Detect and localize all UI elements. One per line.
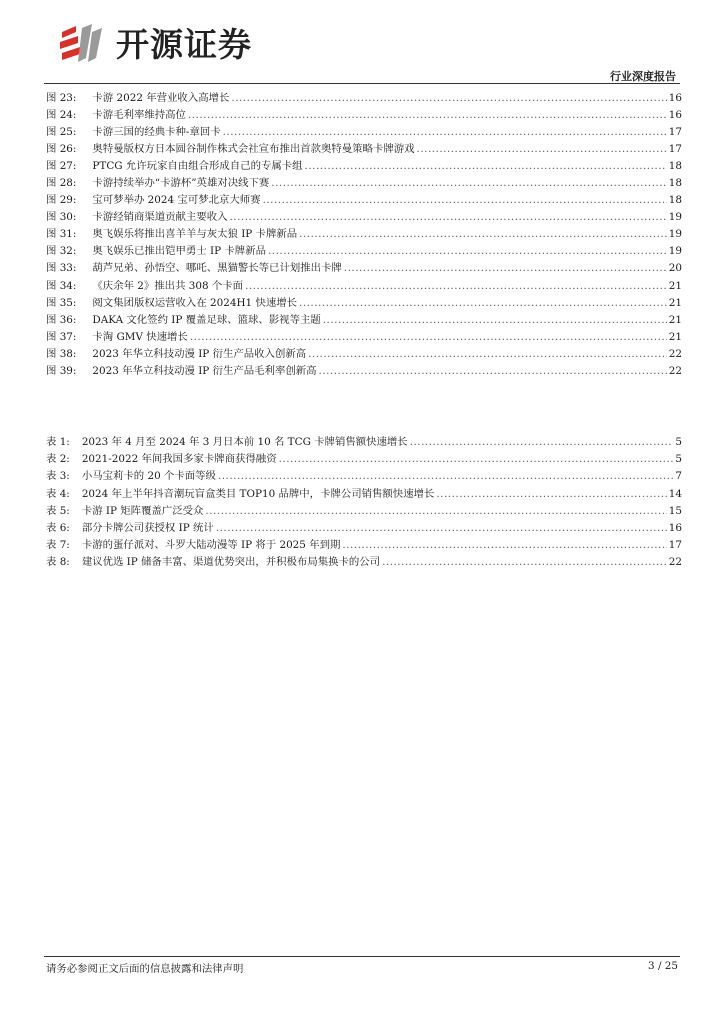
- figure-toc-entry[interactable]: [46, 209, 682, 226]
- toc-entry-label: 图 27:: [46, 160, 77, 173]
- figure-toc-entry[interactable]: [46, 278, 682, 295]
- toc-entry-label: 图 36:: [46, 313, 77, 326]
- figure-toc-entry[interactable]: [46, 243, 682, 260]
- toc-leader-dots: [268, 243, 667, 260]
- toc-leader-dots: [245, 278, 667, 295]
- toc-entry-page: 17: [668, 143, 682, 156]
- toc-entry-page: 15: [668, 504, 682, 517]
- kaiyuan-logo-icon: [52, 18, 114, 66]
- toc-leader-dots: [216, 520, 667, 537]
- toc-leader-dots: [305, 158, 667, 175]
- toc-entry-title: 阅文集团版权运营收入在 2024H1 快速增长: [92, 296, 298, 309]
- toc-entry-title: 卡游持续举办“卡游杯”英雄对决线下赛: [92, 177, 270, 190]
- toc-entry-label: 表 8:: [46, 556, 70, 569]
- toc-leader-dots: [218, 468, 673, 485]
- toc-leader-dots: [436, 486, 666, 503]
- toc-leader-dots: [344, 260, 667, 277]
- toc-entry-title: DAKA 文化签约 IP 覆盖足球、篮球、影视等主题: [92, 313, 321, 326]
- toc-entry-title: 2024 年上半年抖音潮玩盲盒类目 TOP10 品牌中，卡牌公司销售额快速增长: [81, 487, 435, 500]
- toc-entry-title: PTCG 允许玩家自由组合形成自己的专属卡组: [92, 160, 303, 173]
- table-toc-entry[interactable]: [46, 554, 682, 571]
- toc-entry-label: 表 4:: [46, 487, 70, 500]
- figure-toc-entry[interactable]: [46, 260, 682, 277]
- figure-toc-entry[interactable]: [46, 158, 682, 175]
- report-type: 行业深度报告: [610, 70, 676, 83]
- toc-entry-label: 表 6:: [46, 521, 70, 534]
- figure-list: [46, 90, 682, 380]
- toc-entry-title: 卡游三国的经典卡种-章回卡: [92, 126, 221, 139]
- toc-leader-dots: [271, 175, 666, 192]
- figure-toc-entry[interactable]: [46, 312, 682, 329]
- figure-toc-entry[interactable]: [46, 175, 682, 192]
- toc-entry-label: 表 2:: [46, 453, 70, 466]
- figure-toc-entry[interactable]: [46, 346, 682, 363]
- toc-entry-title: 2021-2022 年间我国多家卡牌商获得融资: [81, 453, 277, 466]
- toc-entry-title: 卡游毛利率维持高位: [92, 109, 186, 122]
- brand-name: 开源证券: [116, 24, 252, 64]
- toc-entry-page: 20: [668, 262, 682, 275]
- toc-entry-label: 图 31:: [46, 228, 77, 241]
- figure-toc-entry[interactable]: [46, 363, 682, 380]
- toc-entry-title: 奥飞娱乐将推出喜羊羊与灰太狼 IP 卡牌新品: [92, 228, 298, 241]
- toc-entry-page: 21: [668, 313, 682, 326]
- company-logo: [52, 18, 252, 66]
- toc-entry-page: 18: [668, 160, 682, 173]
- table-list: [46, 434, 682, 572]
- toc-leader-dots: [299, 226, 667, 243]
- toc-entry-page: 5: [675, 436, 682, 448]
- toc-entry-page: 18: [668, 177, 682, 190]
- toc-leader-dots: [308, 346, 667, 363]
- figure-toc-entry[interactable]: [46, 295, 682, 312]
- toc-entry-title: 卡游的蛋仔派对、斗罗大陆动漫等 IP 将于 2025 年到期: [81, 539, 341, 552]
- table-toc-entry[interactable]: [46, 537, 682, 554]
- toc-entry-page: 18: [668, 194, 682, 207]
- toc-entry-page: 7: [675, 470, 682, 483]
- toc-entry-title: 卡游 IP 矩阵覆盖广泛受众: [81, 504, 204, 517]
- toc-entry-label: 图 25:: [46, 126, 77, 139]
- toc-entry-page: 5: [675, 453, 682, 466]
- toc-entry-page: 22: [668, 364, 682, 377]
- toc-entry-title: 《庆余年 2》推出共 308 个卡面: [92, 279, 244, 292]
- toc-entry-page: 16: [668, 92, 682, 104]
- toc-leader-dots: [382, 554, 667, 571]
- toc-leader-dots: [417, 141, 667, 158]
- toc-entry-label: 图 30:: [46, 211, 77, 224]
- toc-entry-title: 奥特曼版权方日本圆谷制作株式会社宣布推出首款奥特曼策略卡牌游戏: [92, 143, 415, 156]
- toc-entry-label: 图 26:: [46, 143, 77, 156]
- header-divider: [44, 83, 680, 84]
- table-toc-entry[interactable]: [46, 503, 682, 520]
- toc-leader-dots: [323, 312, 667, 329]
- toc-entry-page: 19: [668, 245, 682, 258]
- table-toc-entry[interactable]: [46, 451, 682, 468]
- toc-entry-title: 建议优选 IP 储备丰富、渠道优势突出，并积极布局集换卡的公司: [81, 556, 381, 569]
- toc-entry-label: 图 29:: [46, 194, 77, 207]
- figure-toc-entry[interactable]: [46, 329, 682, 346]
- toc-entry-page: 14: [668, 487, 682, 500]
- figure-toc-entry[interactable]: [46, 192, 682, 209]
- toc-entry-title: 小马宝莉卡的 20 个卡面等级: [81, 470, 216, 483]
- toc-entry-title: 卡游 2022 年营业收入高增长: [92, 92, 230, 104]
- toc-leader-dots: [188, 107, 667, 124]
- toc-leader-dots: [223, 124, 667, 141]
- toc-entry-label: 图 34:: [46, 279, 77, 292]
- toc-entry-title: 2023 年华立科技动漫 IP 衍生产品毛利率创新高: [92, 364, 317, 377]
- toc-entry-page: 21: [668, 296, 682, 309]
- toc-entry-title: 葫芦兄弟、孙悟空、哪吒、黑猫警长等已计划推出卡牌: [92, 262, 342, 275]
- page-number: 3 / 25: [648, 960, 678, 972]
- toc-entry-title: 宝可梦举办 2024 宝可梦北京大师赛: [92, 194, 261, 207]
- toc-leader-dots: [205, 503, 666, 520]
- toc-entry-label: 表 3:: [46, 470, 70, 483]
- toc-entry-title: 2023 年华立科技动漫 IP 衍生产品收入创新高: [92, 347, 307, 360]
- figure-toc-entry[interactable]: [46, 124, 682, 141]
- toc-entry-title: 卡淘 GMV 快速增长: [92, 330, 188, 343]
- toc-entry-page: 19: [668, 211, 682, 224]
- toc-entry-title: 奥飞娱乐已推出铠甲勇士 IP 卡牌新品: [92, 245, 266, 258]
- toc-leader-dots: [319, 363, 667, 380]
- toc-leader-dots: [231, 90, 666, 107]
- toc-entry-label: 图 32:: [46, 245, 77, 258]
- table-toc-entry[interactable]: [46, 520, 682, 537]
- figure-toc-entry[interactable]: [46, 141, 682, 158]
- toc-leader-dots: [410, 434, 674, 451]
- toc-leader-dots: [190, 329, 667, 346]
- toc-leader-dots: [263, 192, 667, 209]
- figure-toc-entry[interactable]: [46, 107, 682, 124]
- toc-entry-label: 表 5:: [46, 504, 70, 517]
- toc-entry-label: 图 37:: [46, 330, 77, 343]
- toc-entry-label: 图 23:: [46, 92, 77, 104]
- table-toc-entry[interactable]: [46, 486, 682, 503]
- footer-divider: [44, 956, 680, 957]
- toc-leader-dots: [230, 209, 667, 226]
- toc-entry-page: 17: [668, 539, 682, 552]
- toc-entry-label: 图 35:: [46, 296, 77, 309]
- toc-leader-dots: [299, 295, 667, 312]
- toc-entry-title: 部分卡牌公司获授权 IP 统计: [81, 521, 214, 534]
- toc-entry-page: 17: [668, 126, 682, 139]
- toc-entry-page: 22: [668, 556, 682, 569]
- toc-entry-page: 21: [668, 279, 682, 292]
- toc-entry-page: 16: [668, 521, 682, 534]
- toc-entry-title: 2023 年 4 月至 2024 年 3 月日本前 10 名 TCG 卡牌销售额快速增长: [81, 436, 408, 448]
- toc-entry-page: 22: [668, 347, 682, 360]
- figure-toc-entry[interactable]: [46, 90, 682, 107]
- toc-entry-page: 19: [668, 228, 682, 241]
- toc-entry-label: 图 24:: [46, 109, 77, 122]
- toc-entry-page: 16: [668, 109, 682, 122]
- toc-entry-label: 图 38:: [46, 347, 77, 360]
- toc-entry-label: 图 39:: [46, 364, 77, 377]
- disclaimer-note: 请务必参阅正文后面的信息披露和法律声明: [46, 963, 244, 975]
- figure-toc-entry[interactable]: [46, 226, 682, 243]
- table-toc-entry[interactable]: [46, 434, 682, 451]
- table-toc-entry[interactable]: [46, 468, 682, 485]
- toc-leader-dots: [342, 537, 666, 554]
- toc-entry-label: 图 28:: [46, 177, 77, 190]
- toc-entry-title: 卡游经销商渠道贡献主要收入: [92, 211, 228, 224]
- toc-entry-page: 21: [668, 330, 682, 343]
- toc-entry-label: 表 7:: [46, 539, 70, 552]
- toc-entry-label: 图 33:: [46, 262, 77, 275]
- toc-entry-label: 表 1:: [46, 436, 70, 448]
- toc-leader-dots: [279, 451, 674, 468]
